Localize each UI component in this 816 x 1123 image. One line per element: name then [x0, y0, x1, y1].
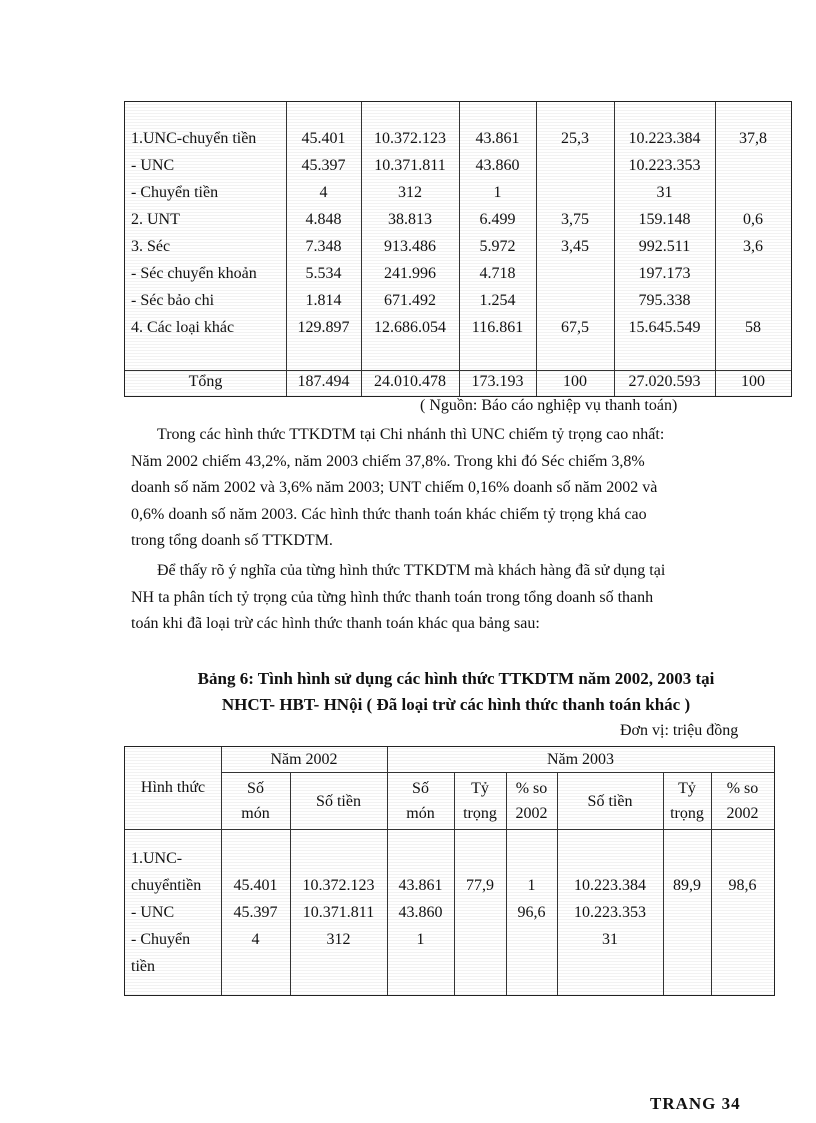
header-so-tien: Số tiền — [587, 793, 633, 810]
header-so-mon-line2: món — [406, 805, 435, 822]
paragraph-line: toán khi đã loại trừ các hình thức thanh toán khác qua bảng sau: — [131, 615, 540, 632]
table1-cell: 197.173 — [638, 265, 691, 282]
table1-row-label: - Séc bảo chi — [131, 292, 215, 309]
table1-cell: 159.148 — [638, 211, 691, 228]
table1-total-cell: 100 — [741, 373, 765, 390]
table2-cell: 98,6 — [728, 877, 757, 894]
table1-cell: 10.223.384 — [628, 130, 701, 147]
table-caption-line-1: Bảng 6: Tình hình sử dụng các hình thức TTKDTM năm 2002, 2003 tại — [197, 669, 715, 688]
paragraph-2 — [131, 558, 751, 638]
table1-cell: 1 — [493, 184, 502, 201]
table2-cell: 10.223.384 — [574, 877, 646, 894]
table1-row-label: 3. Séc — [131, 238, 171, 255]
table1-cell: 31 — [656, 184, 673, 201]
table1-cell: 1.814 — [305, 292, 342, 309]
table1-row-label: - Séc chuyển khoản — [131, 265, 257, 282]
table2-label-line: 1.UNC- — [131, 850, 183, 867]
table2-label-line: - Chuyển — [131, 931, 191, 948]
header-ty-trong-line2: trọng — [463, 805, 497, 822]
table1-cell: 3,45 — [561, 238, 589, 255]
table1-cell: 37,8 — [739, 130, 767, 147]
header-pct-line2: 2002 — [515, 805, 548, 822]
paragraph-line: Để thấy rõ ý nghĩa của từng hình thức TTKDTM mà khách hàng đã sử dụng tại — [157, 562, 666, 579]
table1-cell: 10.372.123 — [374, 130, 446, 147]
table1-cell: 1.254 — [479, 292, 516, 309]
paragraph-line: trong tổng doanh số TTKDTM. — [131, 532, 333, 549]
table2-cell: 10.371.811 — [302, 904, 375, 921]
table1-cell: 3,6 — [743, 238, 763, 255]
page-number: TRANG 34 — [650, 1094, 741, 1113]
table1-cell: 5.972 — [479, 238, 516, 255]
table1-cell: 913.486 — [384, 238, 436, 255]
table1-cell: 15.645.549 — [628, 319, 701, 336]
table1-cell: 992.511 — [638, 238, 691, 255]
header-ty-trong-line1: Tỷ — [678, 780, 696, 797]
header-pct-line1: % so — [515, 780, 548, 797]
table1-total-cell: 27.020.593 — [628, 373, 701, 390]
paragraph-line: Năm 2002 chiếm 43,2%, năm 2003 chiếm 37,8%. Trong khi đó Séc chiếm 3,8% — [131, 452, 645, 470]
table1-cell: 795.338 — [638, 292, 691, 309]
table1-cell — [536, 287, 614, 314]
table1-cell: 43.861 — [475, 130, 520, 147]
table2-label-line: tiền — [131, 958, 155, 975]
table1-cell: 12.686.054 — [374, 319, 446, 336]
table1-total-label: Tổng — [188, 373, 223, 390]
table1-cell: 3,75 — [561, 211, 589, 228]
header-nam-2002: Năm 2002 — [270, 751, 338, 768]
paragraph-line: Trong các hình thức TTKDTM tại Chi nhánh thì UNC chiếm tỷ trọng cao nhất: — [157, 426, 665, 443]
table1-cell: 45.397 — [301, 157, 346, 174]
paragraph-line: NH ta phân tích tỷ trọng của từng hình thức thanh toán trong tổng doanh số thanh — [131, 588, 654, 606]
table2-cell: 45.401 — [233, 877, 278, 894]
header-hinh-thuc: Hình thức — [140, 779, 206, 796]
table1-row-label: 1.UNC-chuyển tiền — [131, 130, 257, 147]
table1-cell: 7.348 — [305, 238, 342, 255]
table2-cell: 4 — [251, 931, 260, 948]
table1-cell — [536, 179, 614, 206]
table1-row-label: - Chuyển tiền — [131, 184, 219, 201]
table1-cell: 58 — [745, 319, 761, 336]
table1-cell — [715, 260, 791, 287]
table2-cell: 312 — [326, 931, 351, 948]
table2-cell: 77,9 — [466, 877, 494, 894]
header-nam-2003: Năm 2003 — [546, 751, 615, 768]
table1-cell — [715, 179, 791, 206]
table1-row-label: 2. UNT — [131, 211, 180, 228]
table1-cell — [715, 287, 791, 314]
header-so-mon-line1: Số — [247, 780, 264, 797]
table2-cell: 43.860 — [398, 904, 443, 921]
table1-cell: 4.848 — [305, 211, 342, 228]
table1-total-cell: 100 — [563, 373, 587, 390]
paragraph-line: doanh số năm 2002 và 3,6% năm 2003; UNT chiếm 0,16% doanh số năm 2002 và — [131, 479, 658, 496]
table-caption-line-2: NHCT- HBT- HNội ( Đã loại trừ các hình thức thanh toán khác ) — [221, 695, 691, 714]
table2-cell: 1 — [527, 877, 536, 894]
table-1 — [124, 101, 792, 397]
header-pct-line2: 2002 — [726, 805, 759, 822]
header-so-tien: Số tiền — [316, 793, 361, 810]
table2-label-line: - UNC — [131, 904, 175, 921]
table1-cell: 67,5 — [561, 319, 589, 336]
table1-cell: 10.223.353 — [628, 157, 701, 174]
table1-total-cell: 24.010.478 — [374, 373, 446, 390]
header-ty-trong-line2: trọng — [670, 805, 704, 822]
table1-cell — [536, 260, 614, 287]
source-note: ( Nguồn: Báo cáo nghiệp vụ thanh toán) — [420, 397, 678, 414]
table1-total-cell: 187.494 — [297, 373, 350, 390]
table1-cell — [715, 152, 791, 179]
table1-cell: 241.996 — [384, 265, 436, 282]
table2-cell: 1 — [416, 931, 425, 948]
header-pct-line1: % so — [726, 780, 759, 797]
table2-cell: 10.372.123 — [302, 877, 375, 894]
table1-cell: 38.813 — [388, 211, 432, 228]
table1-row-label: 4. Các loại khác — [131, 319, 235, 336]
header-ty-trong-line1: Tỷ — [471, 780, 489, 797]
table1-cell: 4.718 — [479, 265, 516, 282]
header-so-mon-line2: món — [241, 805, 270, 822]
table2-cell: 31 — [602, 931, 618, 948]
table2-cell: 45.397 — [233, 904, 278, 921]
table1-cell: 312 — [398, 184, 422, 201]
table2-cell: 10.223.353 — [574, 904, 646, 921]
table1-cell: 43.860 — [475, 157, 520, 174]
table1-total-cell: 173.193 — [471, 373, 524, 390]
table1-cell: 4 — [319, 184, 328, 201]
table2-cell: 89,9 — [673, 877, 701, 894]
table2-cell: 43.861 — [398, 877, 443, 894]
table1-cell: 10.371.811 — [374, 157, 446, 174]
table1-cell: 45.401 — [301, 130, 346, 147]
table1-cell: 5.534 — [305, 265, 342, 282]
paragraph-line: 0,6% doanh số năm 2003. Các hình thức thanh toán khác chiếm tỷ trọng khá cao — [131, 505, 647, 523]
table1-cell: 129.897 — [297, 319, 350, 336]
table1-row-label: - UNC — [131, 157, 175, 174]
table1-cell — [536, 152, 614, 179]
header-so-mon-line1: Số — [412, 780, 429, 797]
table1-cell: 0,6 — [743, 211, 763, 228]
table1-cell: 25,3 — [561, 130, 589, 147]
table1-cell: 671.492 — [384, 292, 436, 309]
table2-label-line: chuyểntiền — [131, 877, 202, 894]
unit-label: Đơn vị: triệu đồng — [620, 722, 739, 739]
table2-cell: 96,6 — [517, 904, 546, 921]
table-2 — [124, 746, 775, 996]
table1-cell: 116.861 — [471, 319, 524, 336]
paragraph-1 — [131, 422, 751, 555]
table1-cell: 6.499 — [479, 211, 516, 228]
